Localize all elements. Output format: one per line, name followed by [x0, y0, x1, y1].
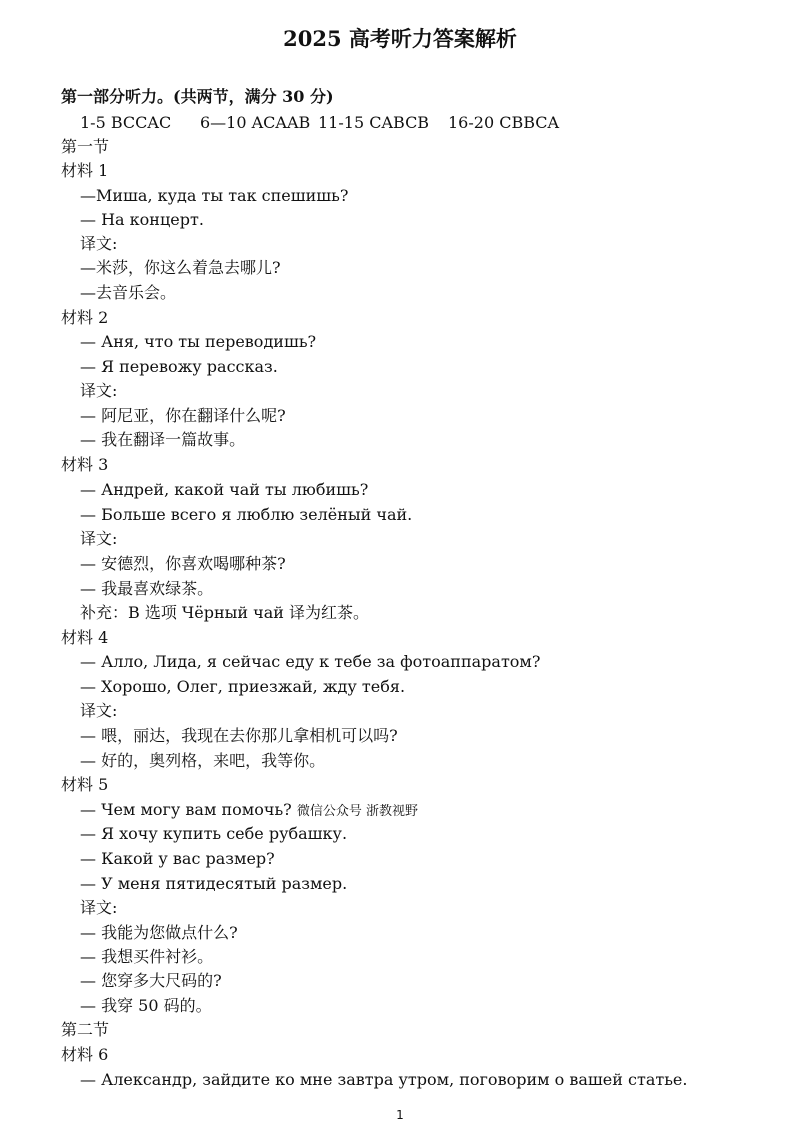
material-5-line-3: — Какой у вас размер? [80, 849, 275, 868]
material-4-line-1: — Алло, Лида, я сейчас еду к тебе за фотоаппаратом? [80, 652, 541, 671]
material-1-line-2: — На концерт. [80, 210, 204, 229]
material-3-label: 材料 3 [61, 455, 109, 474]
material-4-translation-1: — 喂，丽达，我现在去你那儿拿相机可以吗? [80, 726, 398, 745]
material-3-line-2: — Больше всего я люблю зелёный чай. [80, 505, 413, 524]
material-5-line-1-text: — Чем могу вам помочь? [80, 800, 292, 819]
answer-group-1: 1-5 BCCAC [80, 113, 172, 132]
material-1-translation-1: —米莎，你这么着急去哪儿? [80, 258, 281, 277]
material-1-label: 材料 1 [61, 161, 109, 180]
material-2-line-1: — Аня, что ты переводишь? [80, 332, 317, 351]
material-3-translation-2: — 我最喜欢绿茶。 [80, 579, 214, 598]
section-2-heading: 第二节 [61, 1020, 110, 1039]
material-4-label: 材料 4 [61, 628, 109, 647]
material-3-line-1: — Андрей, какой чай ты любишь? [80, 480, 369, 499]
watermark-text: 微信公众号 浙教视野 [296, 804, 418, 819]
section-1-heading: 第一节 [61, 137, 110, 156]
material-4-translation-2: — 好的，奥列格，来吧，我等你。 [80, 751, 326, 770]
material-5-translation-1: — 我能为您做点什么? [80, 923, 238, 942]
material-3-translation-label: 译文: [80, 529, 118, 548]
material-2-translation-label: 译文: [80, 381, 118, 400]
page-number: 1 [396, 1108, 404, 1122]
answer-group-2: 6—10 ACAAB [200, 113, 311, 132]
material-2-label: 材料 2 [61, 308, 109, 327]
material-3-translation-1: — 安德烈，你喜欢喝哪种茶? [80, 554, 286, 573]
material-2-translation-1: — 阿尼亚，你在翻译什么呢? [80, 406, 286, 425]
material-5-translation-2: — 我想买件衬衫。 [80, 947, 214, 966]
material-5-line-4: — У меня пятидесятый размер. [80, 874, 348, 893]
material-5-translation-3: — 您穿多大尺码的? [80, 971, 222, 990]
answer-key [80, 112, 559, 134]
material-2-translation-2: — 我在翻译一篇故事。 [80, 430, 246, 449]
material-1-translation-label: 译文: [80, 234, 118, 253]
material-5-translation-label: 译文: [80, 898, 118, 917]
material-5-line-2: — Я хочу купить себе рубашку. [80, 824, 348, 843]
material-4-line-2: — Хорошо, Олег, приезжай, жду тебя. [80, 677, 406, 696]
answer-group-3: 11-15 CABCB [318, 113, 430, 132]
material-5-label: 材料 5 [61, 775, 109, 794]
material-1-translation-2: —去音乐会。 [80, 283, 177, 302]
page-title: 2025 高考听力答案解析 [283, 26, 517, 51]
material-1-line-1: —Миша, куда ты так спешишь? [80, 186, 349, 205]
material-5-line-1 [80, 799, 418, 823]
material-6-label: 材料 6 [61, 1045, 109, 1064]
material-5-translation-4: — 我穿 50 码的。 [80, 996, 212, 1015]
answer-group-4: 16-20 CBBCA [448, 113, 560, 132]
part1-heading: 第一部分听力。(共两节，满分 30 分) [61, 87, 334, 106]
material-4-translation-label: 译文: [80, 701, 118, 720]
material-2-line-2: — Я перевожу рассказ. [80, 357, 278, 376]
material-6-line-1: — Александр, зайдите ко мне завтра утром, поговорим о вашей статье. [80, 1070, 688, 1089]
material-3-supplement: 补充：В 选项 Чёрный чай 译为红茶。 [80, 603, 370, 622]
